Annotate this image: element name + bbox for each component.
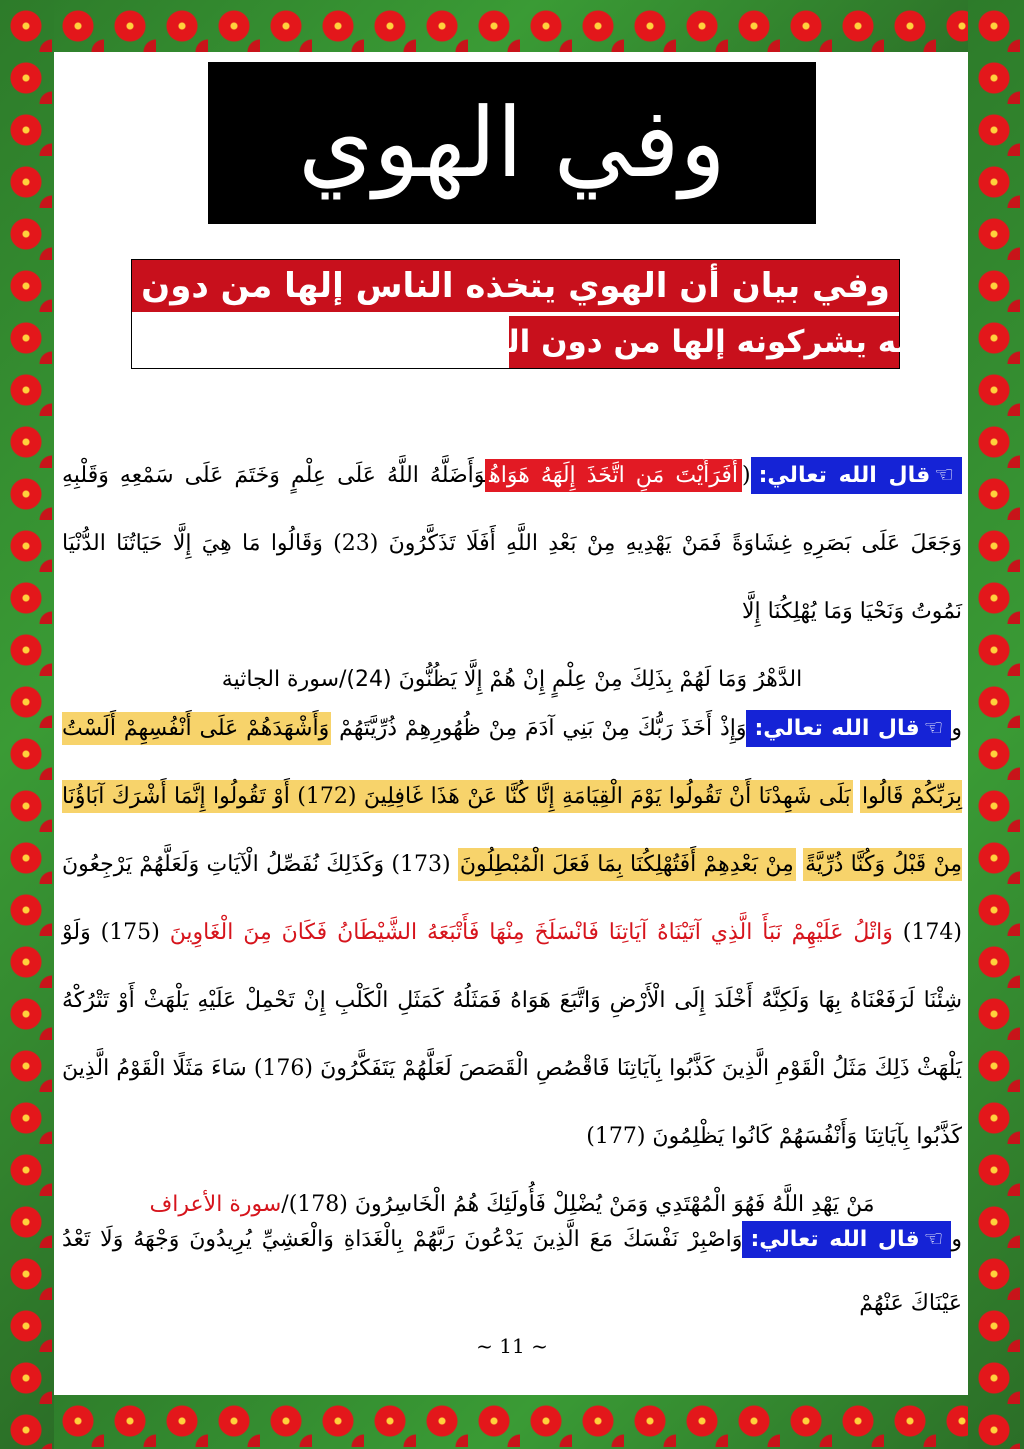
flower-border-right	[968, 0, 1024, 1449]
highlighted-phrase: أَفَرَأَيْتَ مَنِ اتَّخَذَ إِلَهَهُ هَوَاهُ	[485, 459, 742, 492]
verse-paragraph	[62, 695, 962, 1171]
verse-text: (175) وَلَوْ شِئْنَا لَرَفَعْنَاهُ بِهَا وَلَكِنَّهُ أَخْلَدَ إِلَى	[62, 920, 963, 1013]
verse-label	[742, 1221, 951, 1258]
verse-text: وَأَضَلَّهُ اللَّهُ عَلَى عِلْمٍ وَخَتَمَ عَلَى سَمْعِهِ وَقَلْبِهِ وَجَعَلَ عَلَى بَصَرِهِ	[62, 463, 962, 556]
subtitle-line-1: وفي بيان أن الهوي يتخذه الناس إلها من دون	[132, 260, 899, 312]
red-verse-text: الَّذِي آتَيْنَاهُ آيَاتِنَا فَانْسَلَخَ مِنْهَا فَأَتْبَعَهُ الشَّيْطَانُ فَكَانَ مِنَ الْغَاوِينَ	[169, 920, 753, 945]
page-title: وفي الهوي	[298, 87, 726, 199]
verse-text: الدَّهْرُ وَمَا لَهُمْ بِذَلِكَ مِنْ عِلْمٍ إِنْ هُمْ إِلَّا يَظُنُّونَ (24)/سورة الجاثية	[221, 667, 803, 692]
verse-paragraph	[62, 1208, 962, 1336]
verse-paragraph	[62, 442, 962, 646]
title-banner	[208, 62, 816, 224]
subtitle-line-2: الله يشركونه إلها من دون الله	[509, 316, 899, 368]
highlighted-phrase: مِنْ بَعْدِهِمْ أَفَتُهْلِكُنَا بِمَا فَعَلَ الْمُبْطِلُونَ	[458, 848, 796, 881]
verse-text: (173) وَكَذَلِكَ نُفَصِّلُ الْآيَاتِ وَلَعَلَّهُمْ يَرْجِعُونَ (174)	[62, 852, 962, 945]
verse-text: وَإِذْ أَخَذَ رَبُّكَ مِنْ بَنِي آدَمَ مِنْ ظُهُورِهِمْ ذُرِّيَّتَهُمْ	[339, 716, 747, 741]
flower-border-left	[0, 0, 54, 1449]
highlighted-phrase: بَلَى شَهِدْنَا أَنْ تَقُولُوا يَوْمَ الْقِيَامَةِ إِنَّا كُنَّا عَنْ هَذَا غَافِلِينَ (172) أَوْ تَقُولُوا إِنَّمَا أَشْرَكَ آبَاؤُنَا مِنْ قَبْلُ وَكُنَّا ذُرِّيَّةً	[62, 780, 962, 881]
verse-label	[746, 710, 951, 747]
verse-prefix: و	[951, 716, 963, 741]
verse-section-3	[62, 1208, 962, 1336]
verse-section-1	[62, 442, 962, 714]
verse-prefix: و	[951, 1227, 963, 1252]
surah-name: سورة الأعراف	[149, 1192, 282, 1217]
verse-section-2	[62, 695, 962, 1239]
pointing-hand-icon: ☜	[923, 1227, 944, 1252]
pointing-hand-icon: ☜	[923, 716, 944, 741]
flower-border-top	[0, 0, 1024, 52]
verse-label-text: قال الله تعالي:	[750, 1227, 920, 1252]
verse-text: غِشَاوَةً فَمَنْ يَهْدِيهِ مِنْ بَعْدِ اللَّهِ أَفَلَا تَذَكَّرُونَ (23) وَقَالُوا مَا هِيَ إِلَّا حَيَاتُنَا الدُّنْيَا نَمُوتُ وَنَحْيَا وَمَا يُهْلِكُنَا إِلَّا	[62, 531, 962, 624]
verse-text: فَاقْصُصِ الْقَصَصَ لَعَلَّهُمْ يَتَفَكَّرُونَ (176) سَاءَ مَثَلًا الْقَوْمُ الَّذِينَ كَذَّبُوا بِآيَاتِنَا وَأَنْفُسَهُمْ كَانُوا يَظْلِمُونَ (177)	[62, 1056, 962, 1149]
page-number: ~ 11 ~	[476, 1334, 548, 1358]
verse-text: مَنْ يَهْدِ اللَّهُ فَهُوَ الْمُهْتَدِي وَمَنْ يُضْلِلْ فَأُولَئِكَ هُمُ الْخَاسِرُونَ (178)/	[281, 1192, 875, 1217]
subtitle-box	[131, 259, 932, 369]
verse-text: الْأَرْضِ وَاتَّبَعَ هَوَاهُ فَمَثَلُهُ كَمَثَلِ الْكَلْبِ إِنْ تَحْمِلْ عَلَيْهِ يَلْهَثْ أَوْ تَتْرُكْهُ يَلْهَثْ ذَلِكَ مَثَلُ الْقَوْمِ الَّذِينَ كَذَّبُوا بِآيَاتِنَا	[62, 988, 962, 1081]
flower-border-bottom	[0, 1395, 1024, 1449]
verse-text: وَاصْبِرْ نَفْسَكَ مَعَ الَّذِينَ يَدْعُونَ رَبَّهُمْ بِالْغَدَاةِ وَالْعَشِيِّ يُرِيدُونَ وَجْهَهُ وَلَا تَعْدُ عَيْنَاكَ عَنْهُمْ	[62, 1227, 962, 1316]
highlighted-phrase: وَأَشْهَدَهُمْ عَلَى أَنْفُسِهِمْ أَلَسْتُ بِرَبِّكُمْ قَالُوا	[62, 712, 962, 813]
pointing-hand-icon: ☜	[934, 463, 954, 488]
verse-label	[751, 457, 962, 494]
verse-label-text: قال الله تعالي:	[754, 716, 920, 741]
open-paren: (	[742, 463, 751, 488]
red-verse-text: وَاتْلُ عَلَيْهِمْ نَبَأَ	[762, 920, 893, 945]
verse-label-text: قال الله تعالي:	[758, 463, 931, 488]
